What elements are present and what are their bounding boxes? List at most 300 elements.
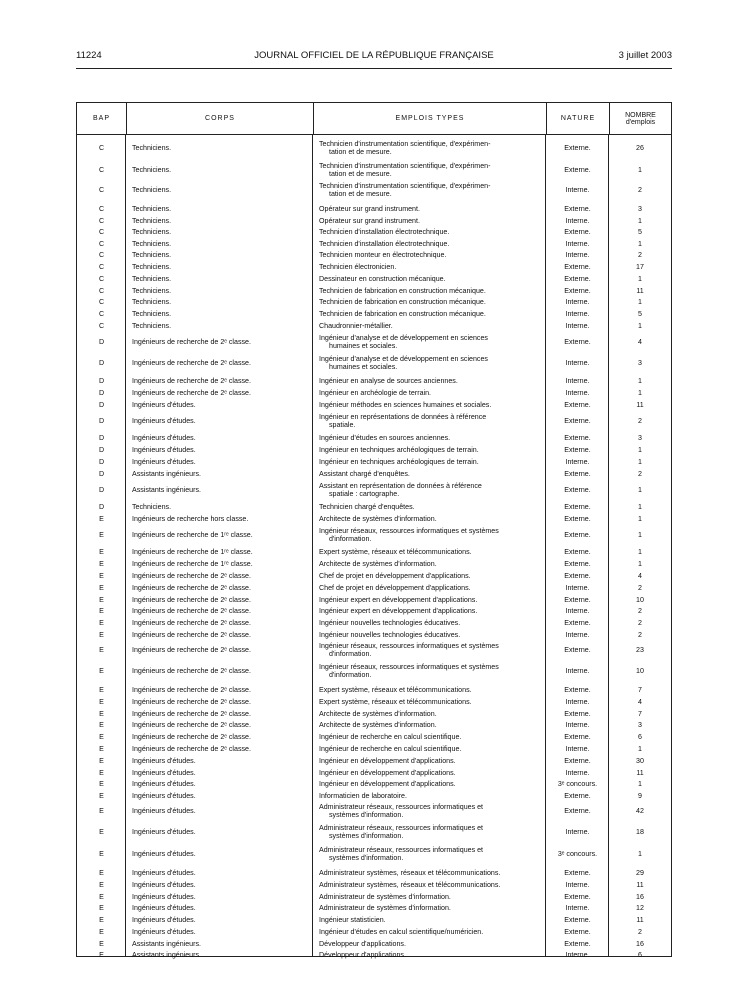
emploi-line: Technicien d'installation électrotechnique.	[319, 240, 450, 248]
corps-cell: Techniciens.	[132, 217, 172, 225]
bap-cell: D	[98, 377, 105, 385]
emploi-cell	[313, 458, 546, 466]
nature-cell: Interne.	[565, 186, 590, 194]
bap-cell: D	[98, 389, 105, 397]
emploi-line: Ingénieur en développement d'applications.	[319, 780, 456, 788]
nombre-cell: 1	[638, 531, 642, 539]
nombre-cell: 7	[638, 710, 642, 718]
emploi-cell	[313, 275, 546, 283]
bap-cell: C	[98, 275, 105, 283]
nombre-cell: 16	[636, 893, 644, 901]
emploi-cell	[313, 515, 546, 523]
nombre-cell: 16	[636, 940, 644, 948]
nature-cell: Interne.	[565, 631, 590, 639]
emploi-line: Technicien de fabrication en construction mécanique.	[319, 310, 486, 318]
nature-cell: Externe.	[564, 572, 591, 580]
emploi-cell	[313, 140, 546, 156]
bap-cell: E	[99, 531, 104, 539]
nature-cell: Externe.	[564, 733, 591, 741]
nature-cell: Externe.	[564, 446, 591, 454]
emploi-cell	[313, 217, 546, 225]
emploi-cell	[313, 940, 546, 948]
emploi-line: Informaticien de laboratoire.	[319, 792, 407, 800]
bap-cell: D	[98, 434, 105, 442]
bap-cell: C	[98, 144, 105, 152]
nature-cell: Externe.	[564, 228, 591, 236]
emplois-table	[76, 102, 672, 957]
nombre-cell: 5	[638, 310, 642, 318]
emploi-line-continued: humaines et sociales.	[329, 342, 398, 350]
emploi-cell	[313, 310, 546, 318]
emploi-line-continued: tation et de mesure.	[329, 190, 392, 198]
emploi-cell	[313, 434, 546, 442]
bap-cell: E	[99, 619, 104, 627]
emploi-cell	[313, 631, 546, 639]
nature-cell: Externe.	[564, 807, 591, 815]
corps-cell: Techniciens.	[132, 240, 172, 248]
table-row	[77, 928, 671, 936]
table-row	[77, 446, 671, 454]
nombre-cell: 1	[638, 560, 642, 568]
nature-cell: Interne.	[565, 359, 590, 367]
emploi-cell	[313, 334, 546, 350]
table-row	[77, 757, 671, 765]
table-row	[77, 881, 671, 889]
bap-cell: C	[98, 287, 105, 295]
table-row	[77, 893, 671, 901]
col-header-emplois: EMPLOIS TYPES	[313, 103, 546, 134]
bap-cell: E	[99, 928, 104, 936]
table-row	[77, 377, 671, 385]
emploi-cell	[313, 205, 546, 213]
emploi-cell	[313, 596, 546, 604]
emploi-line: Administrateur réseaux, ressources informatiques et	[319, 846, 484, 854]
table-row	[77, 182, 671, 198]
table-row	[77, 458, 671, 466]
table-row	[77, 310, 671, 318]
emploi-line: Technicien d'installation électrotechnique.	[319, 228, 450, 236]
table-row	[77, 721, 671, 729]
nombre-cell: 12	[636, 904, 644, 912]
corps-cell: Ingénieurs de recherche de 2ᵉ classe.	[132, 710, 251, 718]
nombre-cell: 1	[638, 745, 642, 753]
nombre-cell: 2	[638, 470, 642, 478]
emploi-cell	[313, 663, 546, 679]
emploi-line: Ingénieur d'analyse et de développement en sciences	[319, 334, 488, 342]
table-row	[77, 584, 671, 592]
emploi-cell	[313, 401, 546, 409]
nature-cell: Externe.	[564, 548, 591, 556]
corps-cell: Ingénieurs d'études.	[132, 792, 196, 800]
bap-cell: D	[98, 470, 105, 478]
corps-cell: Techniciens.	[132, 310, 172, 318]
bap-cell: E	[99, 893, 104, 901]
nature-cell: Interne.	[565, 769, 590, 777]
nature-cell: Externe.	[564, 166, 591, 174]
table-row	[77, 846, 671, 862]
emploi-cell	[313, 642, 546, 658]
nombre-cell: 11	[636, 881, 644, 889]
emploi-line: Développeur d'applications.	[319, 940, 406, 948]
emploi-cell	[313, 182, 546, 198]
corps-cell: Ingénieurs de recherche de 2ᵉ classe.	[132, 733, 251, 741]
emploi-cell	[313, 251, 546, 259]
corps-cell: Techniciens.	[132, 251, 172, 259]
nature-cell: Interne.	[565, 251, 590, 259]
table-row	[77, 482, 671, 498]
emploi-line: Assistant chargé d'enquêtes.	[319, 470, 410, 478]
nature-cell: Externe.	[564, 503, 591, 511]
emploi-cell	[313, 560, 546, 568]
bap-cell: C	[98, 217, 105, 225]
bap-cell: E	[99, 850, 104, 858]
nombre-cell: 10	[636, 596, 644, 604]
emploi-cell	[313, 389, 546, 397]
corps-cell: Ingénieurs de recherche de 2ᵉ classe.	[132, 646, 251, 654]
bap-cell: E	[99, 828, 104, 836]
nature-cell: Externe.	[564, 619, 591, 627]
publication-date: 3 juillet 2003	[618, 50, 672, 61]
table-row	[77, 217, 671, 225]
corps-cell: Techniciens.	[132, 186, 172, 194]
table-row	[77, 389, 671, 397]
corps-cell: Ingénieurs de recherche de 2ᵉ classe.	[132, 338, 251, 346]
nature-cell: Externe.	[564, 263, 591, 271]
nature-cell: Interne.	[565, 951, 590, 959]
nombre-cell: 1	[638, 503, 642, 511]
bap-cell: E	[99, 940, 104, 948]
corps-cell: Ingénieurs d'études.	[132, 916, 196, 924]
table-row	[77, 596, 671, 604]
emploi-cell	[313, 757, 546, 765]
emploi-line: Architecte de systèmes d'information.	[319, 721, 437, 729]
emploi-cell	[313, 377, 546, 385]
emploi-line: Ingénieur de recherche en calcul scientifique.	[319, 733, 462, 741]
emploi-line: Architecte de systèmes d'information.	[319, 560, 437, 568]
emploi-line: Technicien d'instrumentation scientifique, d'expérimen-	[319, 162, 491, 170]
nature-cell: Externe.	[564, 869, 591, 877]
nombre-cell: 2	[638, 607, 642, 615]
bap-cell: E	[99, 916, 104, 924]
corps-cell: Ingénieurs de recherche de 1ʳᵉ classe.	[132, 548, 253, 556]
nombre-cell: 1	[638, 515, 642, 523]
nombre-cell: 18	[636, 828, 644, 836]
emploi-line: Opérateur sur grand instrument.	[319, 217, 420, 225]
nombre-cell: 1	[638, 850, 642, 858]
emploi-cell	[313, 698, 546, 706]
nombre-cell: 1	[638, 275, 642, 283]
col-header-nature: NATURE	[546, 103, 609, 134]
corps-cell: Ingénieurs d'études.	[132, 757, 196, 765]
bap-cell: D	[98, 458, 105, 466]
nature-cell: Interne.	[565, 721, 590, 729]
nature-cell: 3ᵉ concours.	[557, 850, 598, 858]
corps-cell: Ingénieurs d'études.	[132, 869, 196, 877]
corps-cell: Ingénieurs d'études.	[132, 446, 196, 454]
nature-cell: Interne.	[565, 745, 590, 753]
emploi-line: Ingénieur réseaux, ressources informatiques et systèmes	[319, 527, 499, 535]
nombre-cell: 4	[638, 338, 642, 346]
nature-cell: Externe.	[564, 893, 591, 901]
nature-cell: Interne.	[565, 389, 590, 397]
emploi-line-continued: d'information.	[329, 535, 372, 543]
table-row	[77, 503, 671, 511]
bap-cell: E	[99, 792, 104, 800]
table-row	[77, 205, 671, 213]
bap-cell: E	[99, 951, 104, 959]
corps-cell: Ingénieurs d'études.	[132, 893, 196, 901]
nombre-cell: 1	[638, 298, 642, 306]
table-row	[77, 745, 671, 753]
bap-cell: E	[99, 631, 104, 639]
nombre-cell: 10	[636, 667, 644, 675]
emploi-line: Ingénieur en analyse de sources anciennes.	[319, 377, 458, 385]
table-row	[77, 287, 671, 295]
nombre-cell: 4	[638, 572, 642, 580]
emploi-line: Technicien d'instrumentation scientifique, d'expérimen-	[319, 182, 491, 190]
emploi-cell	[313, 607, 546, 615]
nombre-cell: 29	[636, 869, 644, 877]
page-header	[76, 50, 672, 64]
emploi-cell	[313, 413, 546, 429]
emploi-line: Administrateur systèmes, réseaux et télécommunications.	[319, 869, 501, 877]
corps-cell: Ingénieurs de recherche hors classe.	[132, 515, 249, 523]
page-number: 11224	[76, 50, 102, 61]
table-row	[77, 769, 671, 777]
corps-cell: Ingénieurs de recherche de 2ᵉ classe.	[132, 359, 251, 367]
table-body	[77, 135, 671, 959]
journal-title: JOURNAL OFFICIEL DE LA RÉPUBLIQUE FRANÇAISE	[254, 50, 494, 61]
emploi-cell	[313, 893, 546, 901]
nature-cell: Externe.	[564, 686, 591, 694]
corps-cell: Ingénieurs de recherche de 2ᵉ classe.	[132, 686, 251, 694]
table-row	[77, 298, 671, 306]
nombre-cell: 2	[638, 186, 642, 194]
corps-cell: Ingénieurs de recherche de 2ᵉ classe.	[132, 721, 251, 729]
emploi-cell	[313, 446, 546, 454]
corps-cell: Ingénieurs de recherche de 2ᵉ classe.	[132, 619, 251, 627]
table-row	[77, 413, 671, 429]
nombre-cell: 6	[638, 951, 642, 959]
corps-cell: Techniciens.	[132, 228, 172, 236]
emploi-line: Ingénieur statisticien.	[319, 916, 386, 924]
corps-cell: Ingénieurs d'études.	[132, 417, 196, 425]
nature-cell: 3ᵉ concours.	[557, 780, 598, 788]
emploi-line: Ingénieur d'études en sources anciennes.	[319, 434, 451, 442]
nombre-cell: 1	[638, 217, 642, 225]
corps-cell: Ingénieurs d'études.	[132, 807, 196, 815]
nombre-cell: 6	[638, 733, 642, 741]
bap-cell: E	[99, 780, 104, 788]
nature-cell: Externe.	[564, 144, 591, 152]
emploi-line: Ingénieur réseaux, ressources informatiques et systèmes	[319, 663, 499, 671]
emploi-cell	[313, 619, 546, 627]
nombre-cell: 1	[638, 780, 642, 788]
emploi-line-continued: tation et de mesure.	[329, 148, 392, 156]
table-row	[77, 263, 671, 271]
corps-cell: Ingénieurs d'études.	[132, 850, 196, 858]
emploi-cell	[313, 228, 546, 236]
bap-cell: E	[99, 710, 104, 718]
nombre-cell: 2	[638, 584, 642, 592]
nature-cell: Interne.	[565, 377, 590, 385]
nombre-cell: 26	[636, 144, 644, 152]
corps-cell: Ingénieurs de recherche de 2ᵉ classe.	[132, 389, 251, 397]
emploi-cell	[313, 287, 546, 295]
emploi-cell	[313, 745, 546, 753]
table-row	[77, 162, 671, 178]
table-row	[77, 916, 671, 924]
nombre-cell: 2	[638, 928, 642, 936]
nature-cell: Externe.	[564, 940, 591, 948]
table-row	[77, 951, 671, 959]
corps-cell: Ingénieurs de recherche de 2ᵉ classe.	[132, 584, 251, 592]
emploi-line-continued: humaines et sociales.	[329, 363, 398, 371]
bap-cell: C	[98, 263, 105, 271]
table-row	[77, 698, 671, 706]
nombre-cell: 42	[636, 807, 644, 815]
emploi-line: Chaudronnier-métallier.	[319, 322, 393, 330]
corps-cell: Techniciens.	[132, 275, 172, 283]
table-row	[77, 434, 671, 442]
emploi-cell	[313, 792, 546, 800]
table-row	[77, 940, 671, 948]
emploi-cell	[313, 355, 546, 371]
nature-cell: Externe.	[564, 757, 591, 765]
emploi-cell	[313, 162, 546, 178]
table-row	[77, 642, 671, 658]
nombre-cell: 1	[638, 389, 642, 397]
nombre-cell: 2	[638, 251, 642, 259]
corps-cell: Ingénieurs d'études.	[132, 434, 196, 442]
nature-cell: Interne.	[565, 217, 590, 225]
nature-cell: Externe.	[564, 486, 591, 494]
nombre-cell: 7	[638, 686, 642, 694]
bap-cell: D	[98, 486, 105, 494]
emploi-cell	[313, 824, 546, 840]
table-row	[77, 240, 671, 248]
table-row	[77, 572, 671, 580]
nombre-cell: 2	[638, 631, 642, 639]
emploi-cell	[313, 803, 546, 819]
emploi-line: Administrateur de systèmes d'information.	[319, 893, 451, 901]
nombre-cell: 4	[638, 698, 642, 706]
table-row	[77, 275, 671, 283]
emploi-cell	[313, 584, 546, 592]
emploi-line: Ingénieur en développement d'applications.	[319, 769, 456, 777]
table-row	[77, 710, 671, 718]
bap-cell: C	[98, 298, 105, 306]
nombre-cell: 3	[638, 359, 642, 367]
bap-cell: E	[99, 769, 104, 777]
nature-cell: Externe.	[564, 434, 591, 442]
corps-cell: Assistants ingénieurs.	[132, 486, 202, 494]
bap-cell: E	[99, 596, 104, 604]
table-row	[77, 527, 671, 543]
emploi-cell	[313, 721, 546, 729]
table-row	[77, 470, 671, 478]
bap-cell: C	[98, 322, 105, 330]
emploi-cell	[313, 527, 546, 543]
col-header-nombre-line1: NOMBRE	[625, 111, 656, 119]
table-row	[77, 515, 671, 523]
nombre-cell: 1	[638, 166, 642, 174]
nature-cell: Interne.	[565, 881, 590, 889]
bap-cell: E	[99, 548, 104, 556]
nombre-cell: 17	[636, 263, 644, 271]
corps-cell: Ingénieurs de recherche de 2ᵉ classe.	[132, 572, 251, 580]
bap-cell: E	[99, 686, 104, 694]
nombre-cell: 11	[636, 401, 644, 409]
corps-cell: Ingénieurs d'études.	[132, 904, 196, 912]
nature-cell: Interne.	[565, 667, 590, 675]
corps-cell: Ingénieurs d'études.	[132, 401, 196, 409]
nature-cell: Externe.	[564, 515, 591, 523]
nature-cell: Interne.	[565, 298, 590, 306]
emploi-line: Administrateur de systèmes d'information.	[319, 904, 451, 912]
nature-cell: Externe.	[564, 417, 591, 425]
nature-cell: Externe.	[564, 928, 591, 936]
corps-cell: Techniciens.	[132, 263, 172, 271]
emploi-line: Ingénieur nouvelles technologies éducatives.	[319, 619, 461, 627]
corps-cell: Ingénieurs d'études.	[132, 828, 196, 836]
emploi-cell	[313, 240, 546, 248]
nature-cell: Interne.	[565, 458, 590, 466]
emploi-cell	[313, 263, 546, 271]
nombre-cell: 23	[636, 646, 644, 654]
emploi-cell	[313, 503, 546, 511]
table-row	[77, 792, 671, 800]
table-row	[77, 803, 671, 819]
nombre-cell: 2	[638, 417, 642, 425]
corps-cell: Ingénieurs de recherche de 2ᵉ classe.	[132, 631, 251, 639]
emploi-cell	[313, 548, 546, 556]
table-row	[77, 663, 671, 679]
emploi-line: Ingénieur en techniques archéologiques de terrain.	[319, 446, 479, 454]
bap-cell: D	[98, 338, 105, 346]
corps-cell: Ingénieurs d'études.	[132, 769, 196, 777]
nature-cell: Externe.	[564, 596, 591, 604]
table-row	[77, 869, 671, 877]
col-header-bap: BAP	[92, 115, 110, 122]
emploi-cell	[313, 846, 546, 862]
emploi-cell	[313, 470, 546, 478]
emploi-cell	[313, 733, 546, 741]
bap-cell: C	[98, 240, 105, 248]
emploi-line: Technicien de fabrication en construction mécanique.	[319, 298, 486, 306]
bap-cell: E	[99, 572, 104, 580]
emploi-cell	[313, 686, 546, 694]
nombre-cell: 5	[638, 228, 642, 236]
table-row	[77, 686, 671, 694]
bap-cell: D	[98, 401, 105, 409]
bap-cell: E	[99, 607, 104, 615]
bap-cell: E	[99, 698, 104, 706]
emploi-line: Ingénieur en représentations de données à référence	[319, 413, 487, 421]
table-row	[77, 334, 671, 350]
emploi-cell	[313, 482, 546, 498]
nature-cell: Externe.	[564, 646, 591, 654]
nature-cell: Interne.	[565, 240, 590, 248]
nature-cell: Interne.	[565, 698, 590, 706]
emploi-line: Technicien d'instrumentation scientifique, d'expérimen-	[319, 140, 491, 148]
col-header-nombre	[609, 103, 671, 134]
bap-cell: D	[98, 359, 105, 367]
emploi-line: Ingénieur nouvelles technologies éducatives.	[319, 631, 461, 639]
bap-cell: E	[99, 584, 104, 592]
nombre-cell: 11	[636, 916, 644, 924]
emploi-line-continued: systèmes d'information.	[329, 832, 404, 840]
